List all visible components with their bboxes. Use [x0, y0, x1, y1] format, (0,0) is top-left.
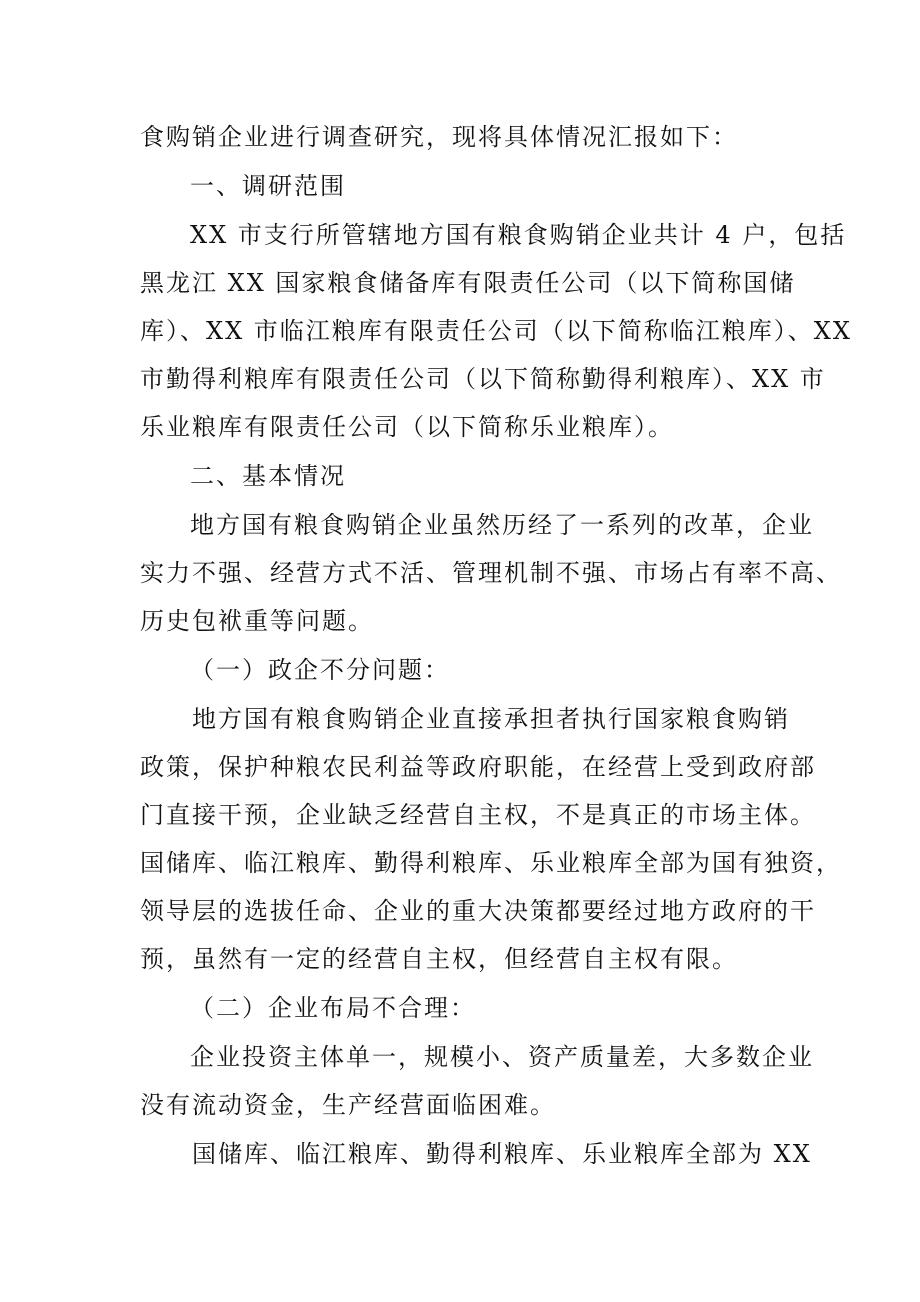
paragraph-line: 领导层的选拔任命、企业的重大决策都要经过地方政府的干	[140, 897, 816, 925]
paragraph-line: 地方国有粮食购销企业直接承担者执行国家粮食购销	[192, 705, 790, 733]
section-heading: 一、调研范围	[190, 172, 346, 200]
paragraph-line: 国储库、临江粮库、勤得利粮库、乐业粮库全部为国有独资，	[140, 849, 842, 877]
paragraph-line: 库）、XX 市临江粮库有限责任公司（以下简称临江粮库）、XX	[140, 317, 852, 345]
paragraph-line: 食购销企业进行调查研究，现将具体情况汇报如下：	[140, 123, 738, 151]
paragraph-line: 黑龙江 XX 国家粮食储备库有限责任公司（以下简称国储	[140, 269, 796, 297]
section-heading: 二、基本情况	[190, 462, 346, 490]
paragraph-line: 国储库、临江粮库、勤得利粮库、乐业粮库全部为 XX	[192, 1140, 812, 1168]
paragraph-line: XX 市支行所管辖地方国有粮食购销企业共计 4 户，包括	[190, 221, 847, 249]
subsection-heading: （一）政企不分问题：	[190, 656, 450, 684]
paragraph-line: 没有流动资金，生产经营面临困难。	[140, 1091, 556, 1119]
paragraph-line: 乐业粮库有限责任公司（以下简称乐业粮库）。	[140, 413, 674, 441]
paragraph-line: 门直接干预，企业缺乏经营自主权，不是真正的市场主体。	[140, 801, 816, 829]
paragraph-line: 预，虽然有一定的经营自主权，但经营自主权有限。	[140, 945, 738, 973]
paragraph-line: 政策，保护种粮农民利益等政府职能，在经营上受到政府部	[140, 753, 816, 781]
paragraph-line: 历史包袱重等问题。	[140, 607, 374, 635]
subsection-heading: （二）企业布局不合理：	[190, 994, 476, 1022]
paragraph-line: 实力不强、经营方式不活、管理机制不强、市场占有率不高、	[140, 559, 842, 587]
paragraph-line: 企业投资主体单一，规模小、资产质量差，大多数企业	[190, 1043, 814, 1071]
paragraph-line: 地方国有粮食购销企业虽然历经了一系列的改革，企业	[190, 511, 814, 539]
paragraph-line: 市勤得利粮库有限责任公司（以下简称勤得利粮库）、XX 市	[140, 365, 826, 393]
